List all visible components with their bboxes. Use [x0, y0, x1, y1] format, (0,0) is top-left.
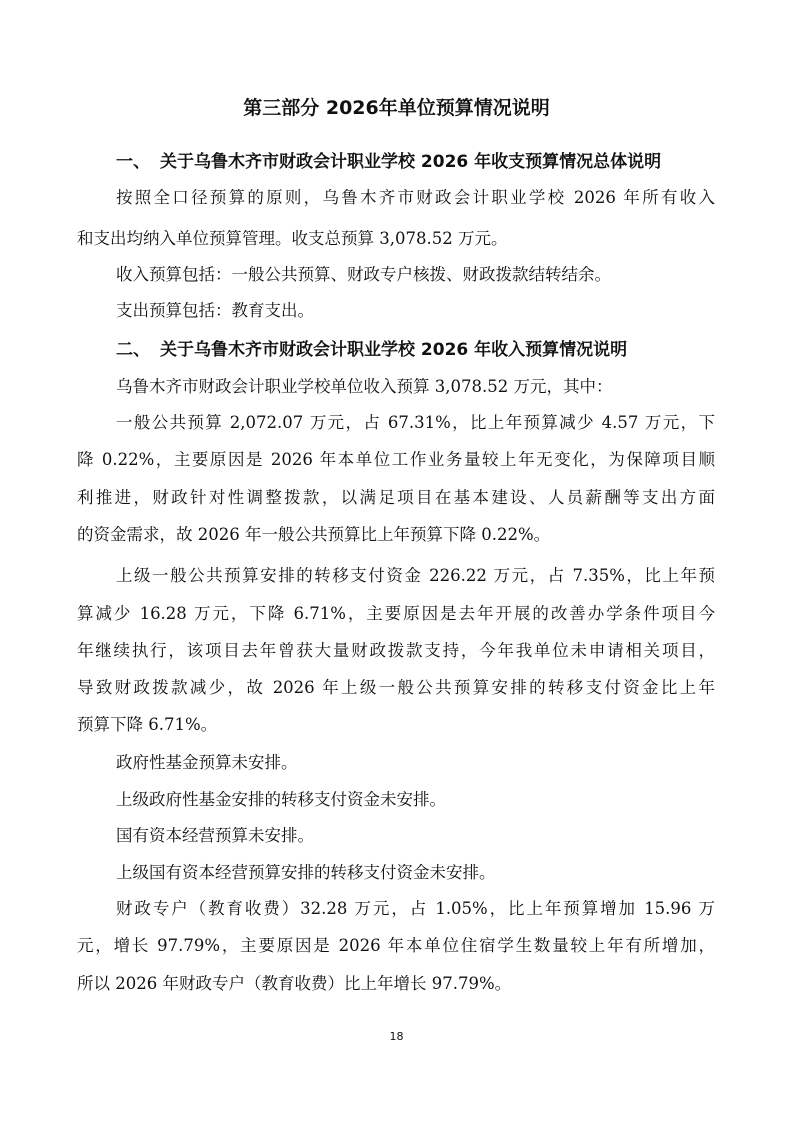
paragraph-line: 元，增长 97.79%，主要原因是 2026 年本单位住宿学生数量较上年有所增加，: [77, 936, 715, 955]
paragraph-line: 的资金需求，故 2026 年一般公共预算比上年预算下降 0.22%。: [77, 525, 551, 544]
paragraph-line: 政府性基金预算未安排。: [116, 753, 298, 772]
paragraph-line: 一般公共预算 2,072.07 万元，占 67.31%，比上年预算减少 4.57 万元，下: [116, 413, 715, 432]
paragraph-line: 降 0.22%，主要原因是 2026 年本单位工作业务量较上年无变化，为保障项目顺: [77, 450, 715, 469]
paragraph-line: 财政专户（教育收费）32.28 万元，占 1.05%，比上年预算增加 15.96 万: [116, 899, 715, 918]
paragraph-line: 利推进，财政针对性调整拨款，以满足项目在基本建设、人员薪酬等支出方面: [77, 488, 715, 507]
paragraph-line: 上级国有资本经营预算安排的转移支付资金未安排。: [116, 863, 496, 882]
paragraph-line: 所以 2026 年财政专户（教育收费）比上年增长 97.79%。: [77, 974, 512, 993]
section-1-heading: [116, 151, 716, 173]
paragraph-line: 支出预算包括：教育支出。: [116, 301, 314, 320]
paragraph-line: 收入预算包括：一般公共预算、财政专户核拨、财政拨款结转结余。: [116, 265, 611, 284]
paragraph-line: 算减少 16.28 万元，下降 6.71%，主要原因是去年开展的改善办学条件项目今: [77, 604, 715, 623]
section-2-number: 二、: [116, 340, 150, 360]
paragraph-line: 导致财政拨款减少，故 2026 年上级一般公共预算安排的转移支付资金比上年: [77, 678, 715, 697]
page-number: 18: [389, 1030, 404, 1043]
section-1-number: 一、: [116, 152, 150, 172]
paragraph-line: 上级政府性基金安排的转移支付资金未安排。: [116, 790, 446, 809]
paragraph-line: 按照全口径预算的原则，乌鲁木齐市财政会计职业学校 2026 年所有收入: [116, 188, 715, 207]
paragraph-line: 乌鲁木齐市财政会计职业学校单位收入预算 3,078.52 万元，其中：: [116, 377, 613, 396]
page-title: 第三部分 2026年单位预算情况说明: [243, 97, 550, 119]
paragraph-line: 和支出均纳入单位预算管理。收支总预算 3,078.52 万元。: [77, 229, 508, 248]
section-2-heading: [116, 339, 716, 361]
section-1-heading-text: 关于乌鲁木齐市财政会计职业学校 2026 年收支预算情况总体说明: [160, 152, 662, 172]
paragraph-line: 预算下降 6.71%。: [77, 715, 218, 734]
paragraph-line: 年继续执行，该项目去年曾获大量财政拨款支持，今年我单位未申请相关项目，: [77, 641, 715, 660]
paragraph-line: 上级一般公共预算安排的转移支付资金 226.22 万元，占 7.35%，比上年预: [116, 566, 715, 585]
section-2-heading-text: 关于乌鲁木齐市财政会计职业学校 2026 年收入预算情况说明: [160, 340, 628, 360]
paragraph-line: 国有资本经营预算未安排。: [116, 826, 314, 845]
